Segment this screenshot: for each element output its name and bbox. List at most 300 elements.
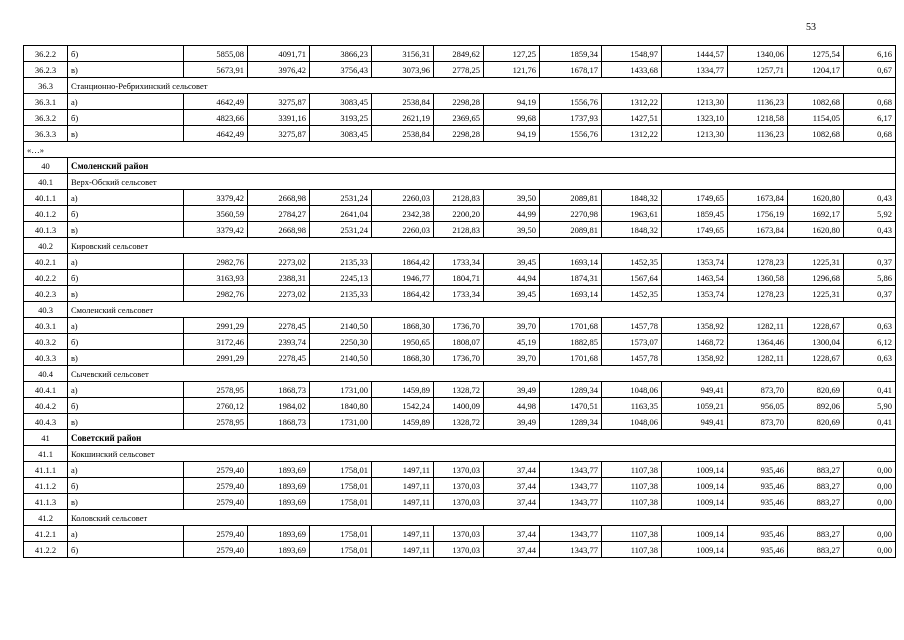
value-cell: 935,46	[728, 494, 788, 510]
value-cell: 1360,58	[728, 270, 788, 286]
value-cell: 1950,65	[372, 334, 434, 350]
value-cell: 4091,71	[248, 46, 310, 62]
table-row	[24, 382, 896, 398]
value-cell: 2538,84	[372, 94, 434, 110]
row-code: 40.4.1	[24, 382, 68, 398]
table-row	[24, 494, 896, 510]
value-cell: 1228,67	[788, 318, 844, 334]
value-cell: 1556,76	[540, 126, 602, 142]
value-cell: 121,76	[484, 62, 540, 78]
value-cell: 0,67	[844, 62, 896, 78]
value-cell: 2245,13	[310, 270, 372, 286]
value-cell: 2538,84	[372, 126, 434, 142]
value-cell: 1848,32	[602, 222, 662, 238]
value-cell: 1758,01	[310, 542, 372, 558]
value-cell: 1868,73	[248, 382, 310, 398]
value-cell: 1733,34	[434, 254, 484, 270]
value-cell: 1312,22	[602, 94, 662, 110]
table-row	[24, 318, 896, 334]
table-row	[24, 62, 896, 78]
value-cell: 1497,11	[372, 542, 434, 558]
value-cell: 935,46	[728, 478, 788, 494]
value-cell: 1225,31	[788, 286, 844, 302]
value-cell: 6,16	[844, 46, 896, 62]
table-row	[24, 46, 896, 62]
value-cell: 2270,98	[540, 206, 602, 222]
value-cell: 39,50	[484, 190, 540, 206]
value-cell: 1758,01	[310, 526, 372, 542]
row-option: б)	[68, 206, 184, 222]
table-row	[24, 270, 896, 286]
row-option: в)	[68, 126, 184, 142]
value-cell: 1497,11	[372, 478, 434, 494]
value-cell: 1737,93	[540, 110, 602, 126]
value-cell: 0,41	[844, 382, 896, 398]
value-cell: 873,70	[728, 414, 788, 430]
row-code: 41.2	[24, 510, 68, 526]
value-cell: 6,17	[844, 110, 896, 126]
value-cell: 873,70	[728, 382, 788, 398]
settlement-heading-row	[24, 174, 896, 190]
row-code: 41.1.3	[24, 494, 68, 510]
value-cell: 1225,31	[788, 254, 844, 270]
value-cell: 1278,23	[728, 254, 788, 270]
value-cell: 1470,51	[540, 398, 602, 414]
value-cell: 2298,28	[434, 94, 484, 110]
value-cell: 0,37	[844, 286, 896, 302]
value-cell: 39,70	[484, 350, 540, 366]
value-cell: 2278,45	[248, 350, 310, 366]
settlement-name: Кокшинский сельсовет	[68, 446, 896, 462]
value-cell: 1804,71	[434, 270, 484, 286]
value-cell: 39,70	[484, 318, 540, 334]
value-cell: 1257,71	[728, 62, 788, 78]
value-cell: 1731,00	[310, 382, 372, 398]
value-cell: 1370,03	[434, 478, 484, 494]
value-cell: 3083,45	[310, 94, 372, 110]
value-cell: 5673,91	[184, 62, 248, 78]
value-cell: 2140,50	[310, 350, 372, 366]
value-cell: 94,19	[484, 126, 540, 142]
value-cell: 935,46	[728, 542, 788, 558]
row-code: 40.3.1	[24, 318, 68, 334]
row-code: 36.3.3	[24, 126, 68, 142]
value-cell: 3379,42	[184, 222, 248, 238]
value-cell: 883,27	[788, 494, 844, 510]
value-cell: 1946,77	[372, 270, 434, 286]
value-cell: 935,46	[728, 526, 788, 542]
value-cell: 1218,58	[728, 110, 788, 126]
table-row	[24, 350, 896, 366]
value-cell: 2135,33	[310, 286, 372, 302]
district-heading-row	[24, 158, 896, 174]
value-cell: 2140,50	[310, 318, 372, 334]
row-code: 40	[24, 158, 68, 174]
value-cell: 37,44	[484, 542, 540, 558]
row-option: б)	[68, 46, 184, 62]
value-cell: 2128,83	[434, 222, 484, 238]
value-cell: 1340,06	[728, 46, 788, 62]
value-cell: 2579,40	[184, 494, 248, 510]
value-cell: 1282,11	[728, 318, 788, 334]
value-cell: 94,19	[484, 94, 540, 110]
value-cell: 1163,35	[602, 398, 662, 414]
row-code: 40.1.2	[24, 206, 68, 222]
value-cell: 2991,29	[184, 318, 248, 334]
settlement-heading-row	[24, 366, 896, 382]
value-cell: 1048,06	[602, 414, 662, 430]
value-cell: 4642,49	[184, 126, 248, 142]
row-code: 40.2.1	[24, 254, 68, 270]
row-option: а)	[68, 254, 184, 270]
value-cell: 2369,65	[434, 110, 484, 126]
value-cell: 956,05	[728, 398, 788, 414]
value-cell: 2849,62	[434, 46, 484, 62]
value-cell: 820,69	[788, 382, 844, 398]
value-cell: 45,19	[484, 334, 540, 350]
settlement-name: Сычевский сельсовет	[68, 366, 896, 382]
value-cell: 1731,00	[310, 414, 372, 430]
value-cell: 1673,84	[728, 190, 788, 206]
value-cell: 44,99	[484, 206, 540, 222]
value-cell: 1136,23	[728, 126, 788, 142]
value-cell: 1452,35	[602, 286, 662, 302]
value-cell: 1343,77	[540, 462, 602, 478]
value-cell: 1840,80	[310, 398, 372, 414]
value-cell: 1400,09	[434, 398, 484, 414]
value-cell: 2278,45	[248, 318, 310, 334]
settlement-name: Кировский сельсовет	[68, 238, 896, 254]
value-cell: 1468,72	[662, 334, 728, 350]
value-cell: 2298,28	[434, 126, 484, 142]
value-cell: 5,90	[844, 398, 896, 414]
value-cell: 1693,14	[540, 254, 602, 270]
value-cell: 1334,77	[662, 62, 728, 78]
value-cell: 1868,30	[372, 318, 434, 334]
value-cell: 3976,42	[248, 62, 310, 78]
value-cell: 1444,57	[662, 46, 728, 62]
value-cell: 1497,11	[372, 494, 434, 510]
value-cell: 1893,69	[248, 462, 310, 478]
row-option: а)	[68, 190, 184, 206]
value-cell: 1457,78	[602, 350, 662, 366]
table-row	[24, 478, 896, 494]
row-code: 40.2.2	[24, 270, 68, 286]
value-cell: 1213,30	[662, 94, 728, 110]
value-cell: 1497,11	[372, 462, 434, 478]
value-cell: 0,63	[844, 318, 896, 334]
value-cell: 2250,30	[310, 334, 372, 350]
row-code: 36.3.1	[24, 94, 68, 110]
settlement-name: Верх-Обский сельсовет	[68, 174, 896, 190]
value-cell: 1213,30	[662, 126, 728, 142]
value-cell: 1864,42	[372, 286, 434, 302]
value-cell: 39,45	[484, 254, 540, 270]
value-cell: 2668,98	[248, 190, 310, 206]
table-body	[24, 46, 896, 558]
value-cell: 1370,03	[434, 542, 484, 558]
value-cell: 3379,42	[184, 190, 248, 206]
value-cell: 1154,05	[788, 110, 844, 126]
value-cell: 37,44	[484, 478, 540, 494]
value-cell: 39,50	[484, 222, 540, 238]
row-option: в)	[68, 414, 184, 430]
table-row	[24, 542, 896, 558]
value-cell: 3275,87	[248, 126, 310, 142]
value-cell: 127,25	[484, 46, 540, 62]
row-code: 40.4.2	[24, 398, 68, 414]
row-option: б)	[68, 542, 184, 558]
value-cell: 39,49	[484, 414, 540, 430]
table-row	[24, 254, 896, 270]
row-code: 40.3.2	[24, 334, 68, 350]
row-option: а)	[68, 526, 184, 542]
row-code: 40.3.3	[24, 350, 68, 366]
row-option: в)	[68, 62, 184, 78]
row-code: 36.2.2	[24, 46, 68, 62]
value-cell: 2531,24	[310, 190, 372, 206]
value-cell: 0,00	[844, 526, 896, 542]
row-code: 36.2.3	[24, 62, 68, 78]
row-code: 41	[24, 430, 68, 446]
value-cell: 3193,25	[310, 110, 372, 126]
value-cell: 949,41	[662, 414, 728, 430]
value-cell: 2579,40	[184, 542, 248, 558]
value-cell: 1282,11	[728, 350, 788, 366]
value-cell: 1452,35	[602, 254, 662, 270]
value-cell: 2128,83	[434, 190, 484, 206]
value-cell: 0,68	[844, 126, 896, 142]
value-cell: 1107,38	[602, 494, 662, 510]
value-cell: 2982,76	[184, 286, 248, 302]
value-cell: 1893,69	[248, 494, 310, 510]
row-option: в)	[68, 350, 184, 366]
value-cell: 0,63	[844, 350, 896, 366]
value-cell: 883,27	[788, 526, 844, 542]
value-cell: 3391,16	[248, 110, 310, 126]
value-cell: 3083,45	[310, 126, 372, 142]
value-cell: 1082,68	[788, 126, 844, 142]
settlement-heading-row	[24, 302, 896, 318]
table-row	[24, 222, 896, 238]
value-cell: 1278,23	[728, 286, 788, 302]
value-cell: 2784,27	[248, 206, 310, 222]
value-cell: 1882,85	[540, 334, 602, 350]
value-cell: 883,27	[788, 542, 844, 558]
value-cell: 1808,07	[434, 334, 484, 350]
value-cell: 2260,03	[372, 190, 434, 206]
value-cell: 1433,68	[602, 62, 662, 78]
value-cell: 1289,34	[540, 382, 602, 398]
value-cell: 1358,92	[662, 350, 728, 366]
value-cell: 3275,87	[248, 94, 310, 110]
value-cell: 2273,02	[248, 254, 310, 270]
value-cell: 0,43	[844, 222, 896, 238]
value-cell: 4823,66	[184, 110, 248, 126]
row-option: а)	[68, 382, 184, 398]
value-cell: 3866,23	[310, 46, 372, 62]
table-row	[24, 190, 896, 206]
value-cell: 949,41	[662, 382, 728, 398]
value-cell: 6,12	[844, 334, 896, 350]
row-option: б)	[68, 334, 184, 350]
row-option: в)	[68, 286, 184, 302]
value-cell: 39,49	[484, 382, 540, 398]
value-cell: 0,00	[844, 542, 896, 558]
value-cell: 1300,04	[788, 334, 844, 350]
row-code: 40.2	[24, 238, 68, 254]
value-cell: 1701,68	[540, 318, 602, 334]
value-cell: 1009,14	[662, 542, 728, 558]
value-cell: 1692,17	[788, 206, 844, 222]
value-cell: 1343,77	[540, 494, 602, 510]
value-cell: 1427,51	[602, 110, 662, 126]
value-cell: 1228,67	[788, 350, 844, 366]
value-cell: 1693,14	[540, 286, 602, 302]
table-row	[24, 398, 896, 414]
value-cell: 2393,74	[248, 334, 310, 350]
value-cell: 1107,38	[602, 526, 662, 542]
settlement-name: Станционно-Ребрихинский сельсовет	[68, 78, 896, 94]
settlement-name: Коловский сельсовет	[68, 510, 896, 526]
value-cell: 1868,30	[372, 350, 434, 366]
value-cell: 883,27	[788, 478, 844, 494]
value-cell: 37,44	[484, 526, 540, 542]
value-cell: 1868,73	[248, 414, 310, 430]
value-cell: 1364,46	[728, 334, 788, 350]
row-code: 36.3	[24, 78, 68, 94]
value-cell: 1323,10	[662, 110, 728, 126]
value-cell: 0,00	[844, 478, 896, 494]
value-cell: 1758,01	[310, 478, 372, 494]
value-cell: 1567,64	[602, 270, 662, 286]
value-cell: 1082,68	[788, 94, 844, 110]
value-cell: 44,94	[484, 270, 540, 286]
value-cell: 1457,78	[602, 318, 662, 334]
value-cell: 2778,25	[434, 62, 484, 78]
district-name: Смоленский район	[68, 158, 896, 174]
value-cell: 1009,14	[662, 462, 728, 478]
value-cell: 1573,07	[602, 334, 662, 350]
settlement-name: Смоленский сельсовет	[68, 302, 896, 318]
value-cell: 883,27	[788, 462, 844, 478]
value-cell: 1673,84	[728, 222, 788, 238]
value-cell: 1009,14	[662, 526, 728, 542]
table-row	[24, 110, 896, 126]
value-cell: 1275,54	[788, 46, 844, 62]
value-cell: 1756,19	[728, 206, 788, 222]
value-cell: 1459,89	[372, 382, 434, 398]
row-code: 41.2.2	[24, 542, 68, 558]
table-row	[24, 414, 896, 430]
value-cell: 1370,03	[434, 462, 484, 478]
value-cell: 1620,80	[788, 190, 844, 206]
value-cell: 2531,24	[310, 222, 372, 238]
value-cell: 1059,21	[662, 398, 728, 414]
value-cell: 2621,19	[372, 110, 434, 126]
table-row	[24, 462, 896, 478]
value-cell: 1343,77	[540, 542, 602, 558]
value-cell: 2991,29	[184, 350, 248, 366]
value-cell: 0,37	[844, 254, 896, 270]
value-cell: 1749,65	[662, 190, 728, 206]
value-cell: 1749,65	[662, 222, 728, 238]
row-code: 40.2.3	[24, 286, 68, 302]
value-cell: 1620,80	[788, 222, 844, 238]
row-code: 40.4.3	[24, 414, 68, 430]
value-cell: 1864,42	[372, 254, 434, 270]
value-cell: 1358,92	[662, 318, 728, 334]
value-cell: 4642,49	[184, 94, 248, 110]
row-option: в)	[68, 494, 184, 510]
row-code: 40.4	[24, 366, 68, 382]
value-cell: 37,44	[484, 494, 540, 510]
value-cell: 1548,97	[602, 46, 662, 62]
value-cell: 1542,24	[372, 398, 434, 414]
value-cell: 1136,23	[728, 94, 788, 110]
row-option: в)	[68, 222, 184, 238]
tariff-table	[23, 45, 896, 558]
value-cell: 1296,68	[788, 270, 844, 286]
value-cell: 1874,31	[540, 270, 602, 286]
value-cell: 1859,45	[662, 206, 728, 222]
value-cell: 1204,17	[788, 62, 844, 78]
value-cell: 1009,14	[662, 478, 728, 494]
value-cell: 1893,69	[248, 526, 310, 542]
value-cell: 1459,89	[372, 414, 434, 430]
value-cell: 1701,68	[540, 350, 602, 366]
value-cell: 1848,32	[602, 190, 662, 206]
value-cell: 3172,46	[184, 334, 248, 350]
settlement-heading-row	[24, 446, 896, 462]
row-option: б)	[68, 478, 184, 494]
value-cell: 1984,02	[248, 398, 310, 414]
omission-mark: «…»	[24, 142, 896, 158]
value-cell: 2760,12	[184, 398, 248, 414]
value-cell: 1107,38	[602, 542, 662, 558]
table-row	[24, 94, 896, 110]
value-cell: 1678,17	[540, 62, 602, 78]
value-cell: 99,68	[484, 110, 540, 126]
value-cell: 5,92	[844, 206, 896, 222]
value-cell: 2578,95	[184, 382, 248, 398]
value-cell: 2578,95	[184, 414, 248, 430]
page-number: 53	[806, 22, 816, 33]
value-cell: 5,86	[844, 270, 896, 286]
row-code: 40.1.1	[24, 190, 68, 206]
row-code: 40.1.3	[24, 222, 68, 238]
value-cell: 1963,61	[602, 206, 662, 222]
value-cell: 3163,93	[184, 270, 248, 286]
value-cell: 2579,40	[184, 462, 248, 478]
row-code: 41.1	[24, 446, 68, 462]
value-cell: 1048,06	[602, 382, 662, 398]
value-cell: 0,43	[844, 190, 896, 206]
row-code: 36.3.2	[24, 110, 68, 126]
value-cell: 1328,72	[434, 382, 484, 398]
value-cell: 44,98	[484, 398, 540, 414]
settlement-heading-row	[24, 78, 896, 94]
value-cell: 1312,22	[602, 126, 662, 142]
row-option: а)	[68, 318, 184, 334]
table-row	[24, 206, 896, 222]
value-cell: 1353,74	[662, 254, 728, 270]
table-row	[24, 126, 896, 142]
omission-row	[24, 142, 896, 158]
value-cell: 5855,08	[184, 46, 248, 62]
value-cell: 2089,81	[540, 190, 602, 206]
value-cell: 1736,70	[434, 350, 484, 366]
